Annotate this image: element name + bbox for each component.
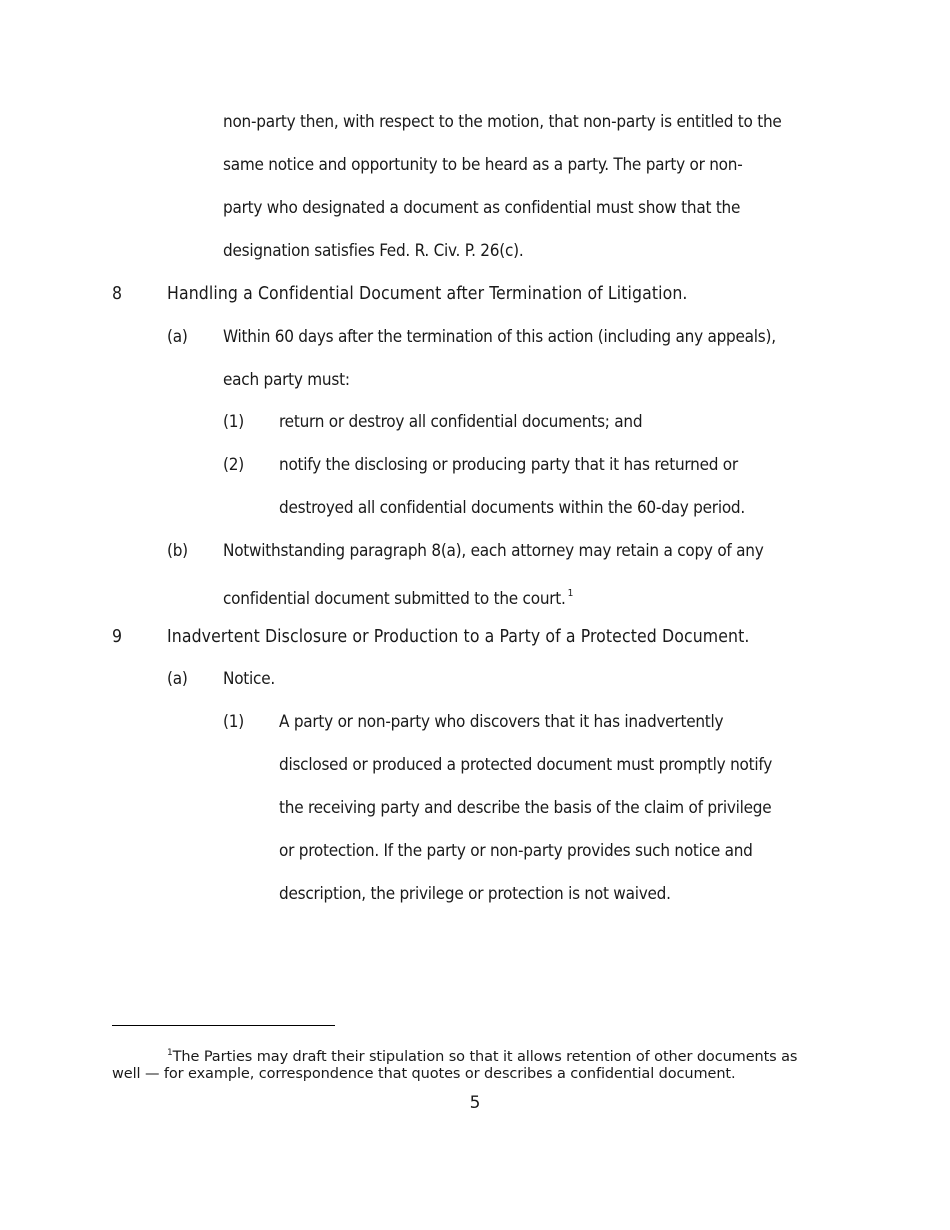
section-9a1-line-3: the receiving party and describe the basis of the claim of privilege	[279, 798, 772, 818]
section-8b-line-1: Notwithstanding paragraph 8(a), each attorney may retain a copy of any	[223, 541, 764, 561]
section-8a1-line-1: return or destroy all confidential documents; and	[279, 412, 643, 432]
page-number: 5	[469, 1093, 481, 1113]
section-9a-title: Notice.	[223, 669, 275, 689]
footnote-reference[interactable]: 1	[567, 588, 574, 599]
section-9a1-label: (1)	[223, 712, 244, 732]
section-8a2-line-1: notify the disclosing or producing party that it has returned or	[279, 455, 738, 475]
footnote-line-1	[167, 1044, 797, 1066]
continuation-line-1: non-party then, with respect to the motion, that non-party is entitled to the	[223, 112, 782, 132]
section-9a1-line-1: A party or non-party who discovers that it has inadvertently	[279, 712, 724, 732]
section-8a-label: (a)	[167, 327, 188, 347]
section-9a1-line-5: description, the privilege or protection is not waived.	[279, 884, 671, 904]
continuation-line-2: same notice and opportunity to be heard as a party. The party or non-	[223, 155, 743, 175]
footnote-line-2: well — for example, correspondence that quotes or describes a confidential document.	[112, 1066, 736, 1082]
section-8a2-label: (2)	[223, 455, 244, 475]
section-8a1-label: (1)	[223, 412, 244, 432]
section-8a-line-1: Within 60 days after the termination of this action (including any appeals),	[223, 327, 776, 347]
section-9a1-line-4: or protection. If the party or non-party provides such notice and	[279, 841, 753, 861]
continuation-line-3: party who designated a document as confidential must show that the	[223, 198, 741, 218]
section-8-number: 8	[112, 284, 123, 304]
section-8a-line-2: each party must:	[223, 370, 350, 390]
section-8b-line-2-text: confidential document submitted to the court.	[223, 589, 566, 609]
footnote-marker: 1	[167, 1048, 173, 1058]
continuation-line-4: designation satisfies Fed. R. Civ. P. 26(c).	[223, 241, 524, 261]
section-9-heading: Inadvertent Disclosure or Production to a Party of a Protected Document.	[167, 627, 750, 647]
section-9a1-line-2: disclosed or produced a protected document must promptly notify	[279, 755, 773, 775]
section-9a-label: (a)	[167, 669, 188, 689]
footnote-text-1: The Parties may draft their stipulation so that it allows retention of other documents as	[172, 1049, 798, 1065]
section-8b-label: (b)	[167, 541, 188, 561]
footnote-separator	[112, 1025, 335, 1026]
section-8a2-line-2: destroyed all confidential documents within the 60-day period.	[279, 498, 745, 518]
section-8b-line-2	[223, 584, 573, 609]
section-9-number: 9	[112, 627, 123, 647]
section-8-heading: Handling a Confidential Document after Termination of Litigation.	[167, 284, 688, 304]
